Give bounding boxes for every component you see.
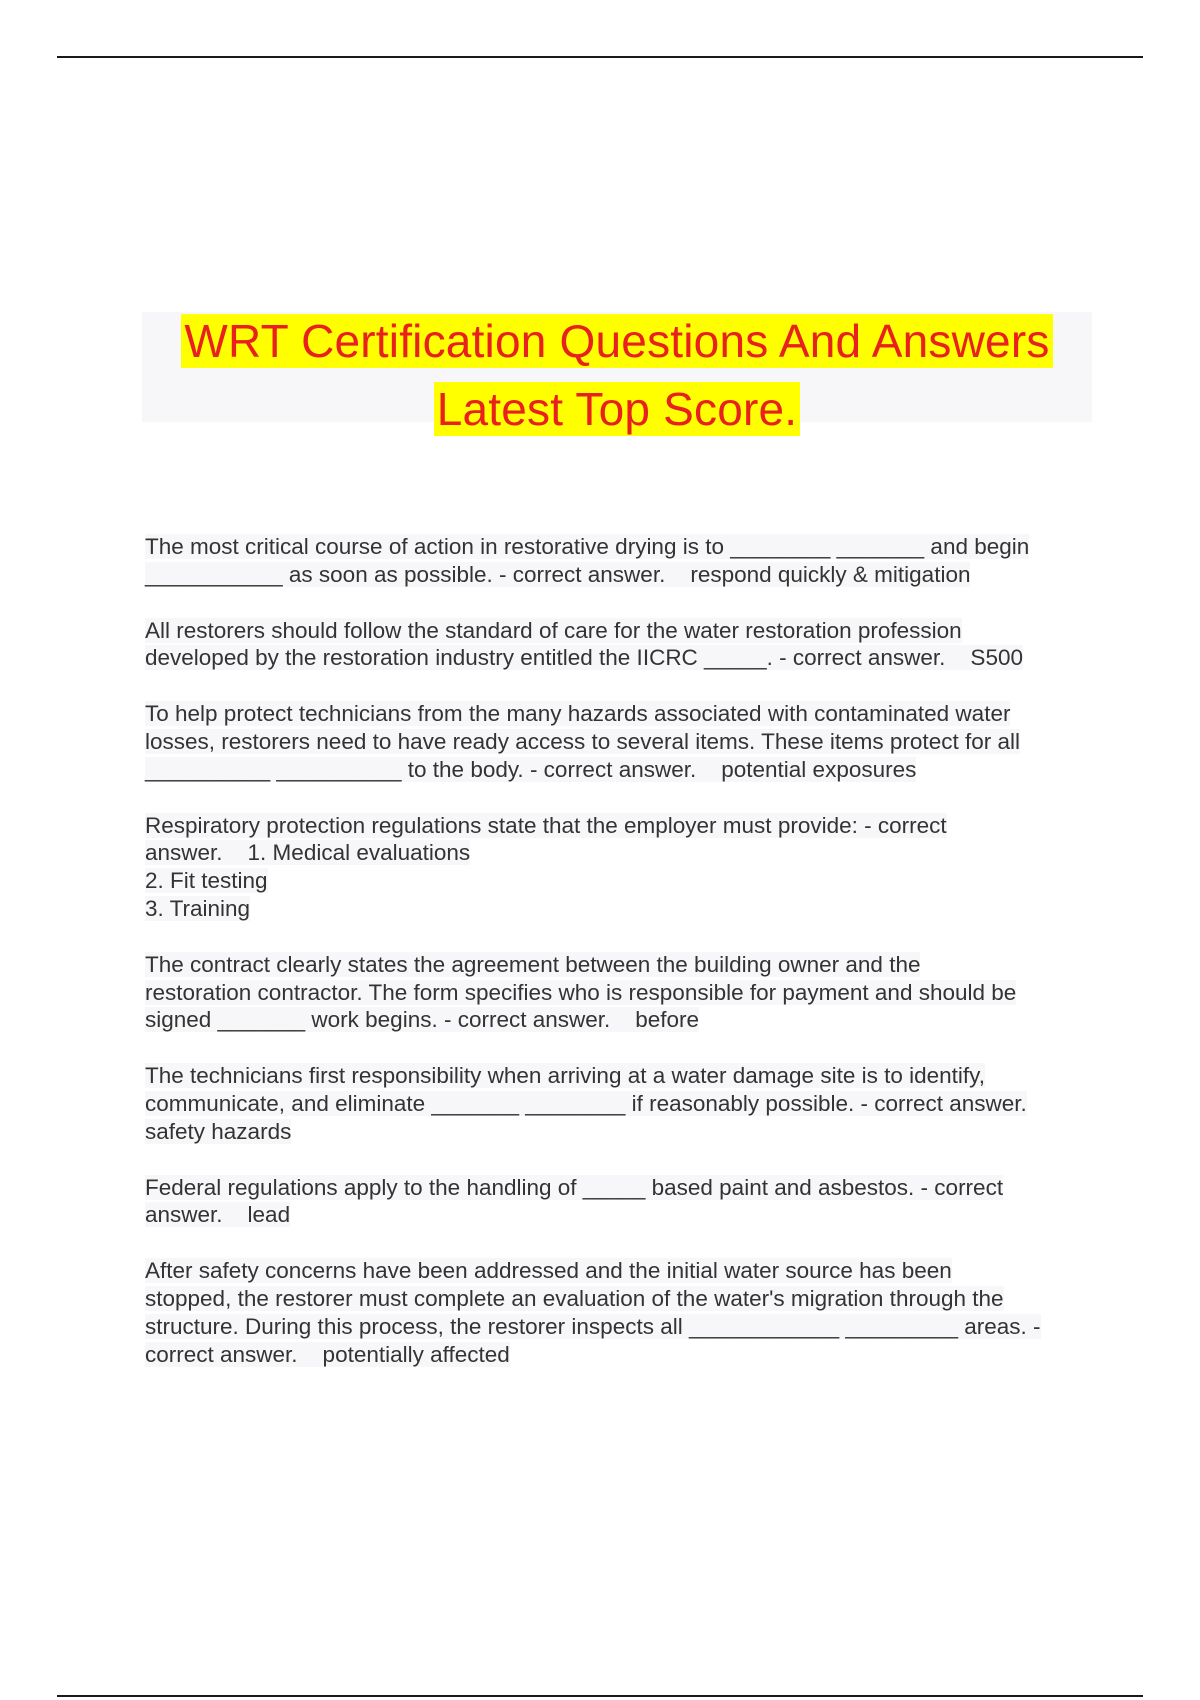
bottom-rule — [57, 1695, 1143, 1697]
qa-item — [145, 700, 1095, 783]
top-rule — [57, 56, 1143, 58]
qa-item — [145, 1174, 1095, 1230]
qa-item — [145, 951, 1095, 1034]
qa-item — [145, 1257, 1095, 1368]
qa-text: Federal regulations apply to the handling of _____ based paint and asbestos. - correct answer. lead — [145, 1174, 1004, 1228]
document-title-block — [142, 312, 1092, 435]
qa-list — [145, 533, 1095, 1396]
document-title-line-1: WRT Certification Questions And Answers — [181, 314, 1052, 368]
qa-text: All restorers should follow the standard of care for the water restoration profession developed by the restoration industry entitled the IICRC _____. - correct answer. S500 — [145, 617, 1023, 671]
qa-text: Respiratory protection regulations state that the employer must provide: - correct answer. 1. Medical evaluations 2. Fit testing 3. Training — [145, 812, 947, 921]
qa-item — [145, 1062, 1095, 1145]
qa-text: To help protect technicians from the many hazards associated with contaminated water losses, restorers need to have ready access to several items. These items protect for all __________ __________ to the body. - correct answer. potential exposures — [145, 701, 1020, 782]
qa-text: The contract clearly states the agreement between the building owner and the restoration contractor. The form specifies who is responsible for payment and should be signed _______ work begins. - correct answer. before — [145, 951, 1017, 1033]
qa-text: The most critical course of action in restorative drying is to ________ _______ and begin ___________ as soon as possible. - correct answer. respond quickly & mitigation — [145, 534, 1030, 587]
qa-item — [145, 533, 1095, 589]
qa-item — [145, 812, 1095, 923]
qa-item — [145, 617, 1095, 673]
qa-text: After safety concerns have been addressed and the initial water source has been stopped, the restorer must complete an evaluation of the water's migration through the structure. During this process, the restorer inspects all ____________ _________ areas. - correct answer. potentially affected — [145, 1258, 1041, 1367]
qa-text: The technicians first responsibility when arriving at a water damage site is to identify, communicate, and eliminate _______ ________ if reasonably possible. - correct answer. safety hazards — [145, 1063, 1027, 1144]
document-title-line-2: Latest Top Score. — [434, 382, 801, 436]
